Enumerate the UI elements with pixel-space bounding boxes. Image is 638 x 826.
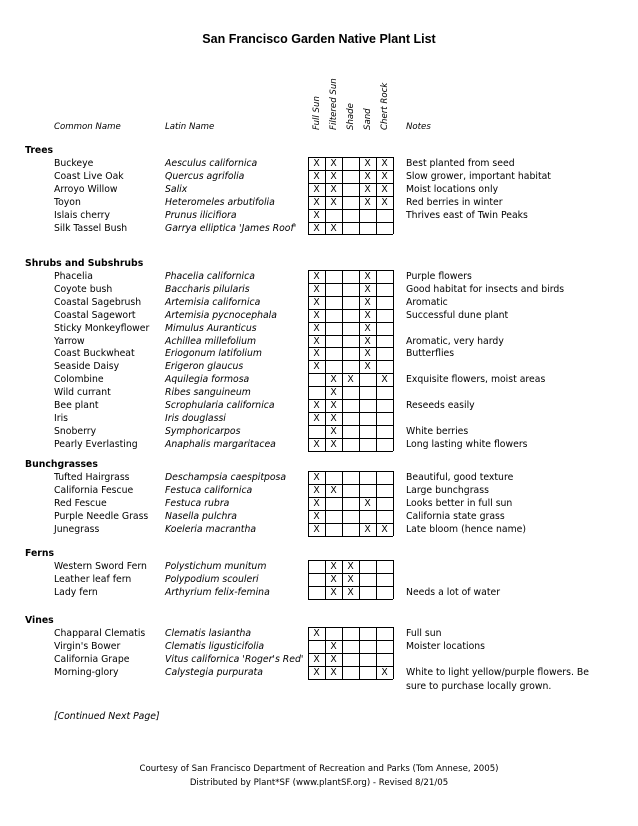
- latin-name: Achillea millefolium: [165, 335, 257, 347]
- plant-notes: White berries: [406, 425, 469, 437]
- condition-mark: X: [313, 183, 320, 195]
- common-name: Junegrass: [54, 523, 100, 535]
- plant-notes: Aromatic: [406, 296, 448, 308]
- grid-line: [359, 627, 360, 679]
- latin-name: Eriogonum latifolium: [165, 348, 262, 360]
- plant-notes: Reseeds easily: [406, 400, 475, 411]
- grid-line: [376, 560, 377, 599]
- common-name: Lady fern: [54, 586, 98, 598]
- common-name: Wild currant: [54, 387, 111, 399]
- condition-mark: X: [347, 586, 354, 598]
- common-name: Coast Live Oak: [54, 170, 124, 182]
- plant-notes: Best planted from seed: [406, 158, 515, 169]
- grid-line: [393, 157, 394, 234]
- condition-mark: X: [313, 361, 320, 373]
- common-name: California Grape: [54, 653, 130, 665]
- latin-name: Symphoricarpos: [165, 425, 241, 437]
- common-name: Arroyo Willow: [54, 183, 118, 195]
- latin-name: Ribes sanguineum: [165, 387, 251, 399]
- grid-line: [308, 679, 393, 680]
- section-heading: Shrubs and Subshrubs: [25, 258, 144, 269]
- condition-mark: X: [364, 271, 371, 282]
- common-name: California Fescue: [54, 484, 134, 496]
- condition-mark: X: [381, 183, 388, 195]
- latin-name: Festuca californica: [165, 484, 253, 496]
- common-name: Colombine: [54, 374, 104, 386]
- condition-mark: X: [364, 361, 371, 373]
- condition-mark: X: [313, 484, 320, 496]
- filtered-sun-header: Filtered Sun: [329, 78, 339, 130]
- condition-mark: X: [364, 497, 371, 509]
- plant-notes: Thrives east of Twin Peaks: [406, 209, 528, 221]
- plant-notes: Exquisite flowers, moist areas: [406, 374, 546, 386]
- plant-notes: Beautiful, good texture: [406, 472, 514, 483]
- grid-line: [393, 627, 394, 679]
- grid-line: [325, 471, 326, 536]
- condition-mark: X: [330, 573, 337, 585]
- notes-header: Notes: [406, 122, 431, 132]
- common-name: Red Fescue: [54, 497, 107, 509]
- common-name: Pearly Everlasting: [54, 438, 138, 450]
- plant-notes: Aromatic, very hardy: [406, 335, 504, 347]
- plant-notes: White to light yellow/purple flowers. Be: [406, 666, 589, 678]
- plant-notes: Good habitat for insects and birds: [406, 283, 565, 295]
- section-heading: Trees: [25, 145, 54, 156]
- common-name-header: Common Name: [54, 122, 121, 132]
- grid-line: [308, 599, 393, 600]
- condition-mark: X: [364, 283, 371, 295]
- condition-mark: X: [313, 510, 320, 522]
- condition-mark: X: [330, 438, 337, 450]
- plant-notes: Moister locations: [406, 640, 486, 652]
- latin-name: Polystichum munitum: [165, 561, 267, 572]
- shade-header: Shade: [346, 103, 356, 130]
- condition-mark: X: [313, 283, 320, 295]
- condition-mark: X: [347, 561, 354, 572]
- latin-name: Arthyrium felix-femina: [165, 586, 270, 598]
- grid-line: [308, 536, 393, 537]
- condition-mark: X: [381, 374, 388, 386]
- condition-mark: X: [330, 196, 337, 208]
- condition-mark: X: [330, 183, 337, 195]
- plant-notes: Late bloom (hence name): [406, 523, 526, 535]
- condition-mark: X: [330, 653, 337, 665]
- common-name: Coastal Sagewort: [54, 309, 136, 321]
- sand-header: Sand: [363, 108, 373, 130]
- common-name: Iris: [54, 412, 68, 424]
- condition-mark: X: [313, 438, 320, 450]
- condition-mark: X: [313, 170, 320, 182]
- condition-mark: X: [313, 196, 320, 208]
- condition-mark: X: [313, 472, 320, 483]
- latin-name: Nasella pulchra: [165, 510, 237, 522]
- latin-name: Scrophularia californica: [165, 400, 275, 411]
- condition-mark: X: [330, 374, 337, 386]
- condition-mark: X: [313, 348, 320, 360]
- condition-mark: X: [313, 158, 320, 169]
- plant-notes: Moist locations only: [406, 183, 499, 195]
- condition-mark: X: [347, 573, 354, 585]
- condition-mark: X: [313, 400, 320, 411]
- common-name: Leather leaf fern: [54, 573, 132, 585]
- common-name: Snoberry: [54, 425, 97, 437]
- plant-notes: Successful dune plant: [406, 309, 509, 321]
- plant-notes: Large bunchgrass: [406, 484, 489, 496]
- condition-mark: X: [330, 400, 337, 411]
- common-name: Purple Needle Grass: [54, 510, 149, 522]
- latin-name: Quercus agrifolia: [165, 170, 245, 182]
- grid-line: [342, 471, 343, 536]
- common-name: Coastal Sagebrush: [54, 296, 142, 308]
- latin-name: Vitus californica 'Roger's Red': [165, 653, 304, 665]
- condition-mark: X: [313, 222, 320, 234]
- latin-name: Deschampsia caespitposa: [165, 472, 287, 483]
- latin-name: Salix: [165, 183, 188, 195]
- plant-notes: Red berries in winter: [406, 196, 503, 208]
- plant-notes-continued: sure to purchase locally grown.: [406, 680, 552, 692]
- condition-mark: X: [313, 628, 320, 639]
- latin-name: Koeleria macrantha: [165, 523, 257, 535]
- latin-name: Clematis ligusticifolia: [165, 640, 265, 652]
- condition-mark: X: [313, 666, 320, 678]
- latin-name: Aquilegia formosa: [165, 374, 250, 386]
- condition-mark: X: [313, 653, 320, 665]
- condition-mark: X: [313, 271, 320, 282]
- condition-mark: X: [364, 158, 371, 169]
- grid-line: [342, 157, 343, 234]
- common-name: Virgin's Bower: [54, 640, 121, 652]
- footer-distribution: Distributed by Plant*SF (www.plantSF.org) - Revised 8/21/05: [189, 778, 449, 788]
- condition-mark: X: [330, 484, 337, 496]
- latin-name: Mimulus Auranticus: [165, 322, 257, 334]
- plant-notes: Slow grower, important habitat: [406, 170, 551, 182]
- condition-mark: X: [381, 170, 388, 182]
- condition-mark: X: [313, 209, 320, 221]
- latin-name: Baccharis pilularis: [165, 283, 250, 295]
- common-name: Bee plant: [54, 400, 99, 411]
- condition-mark: X: [364, 309, 371, 321]
- condition-mark: X: [364, 196, 371, 208]
- grid-line: [308, 560, 309, 599]
- latin-name: Prunus ilicifiora: [165, 209, 237, 221]
- condition-mark: X: [330, 640, 337, 652]
- latin-name: Artemisia californica: [165, 296, 261, 308]
- footer-credit: Courtesy of San Francisco Department of Recreation and Parks (Tom Annese, 2005): [139, 764, 499, 774]
- grid-line: [342, 627, 343, 679]
- latin-name: Anaphalis margaritacea: [165, 438, 276, 450]
- condition-mark: X: [313, 309, 320, 321]
- condition-mark: X: [330, 170, 337, 182]
- latin-name: Heteromeles arbutifolia: [165, 196, 275, 208]
- condition-mark: X: [330, 222, 337, 234]
- condition-mark: X: [364, 183, 371, 195]
- plant-notes: Long lasting white flowers: [406, 438, 528, 450]
- condition-mark: X: [313, 322, 320, 334]
- condition-mark: X: [364, 296, 371, 308]
- section-heading: Bunchgrasses: [25, 459, 98, 470]
- condition-mark: X: [330, 158, 337, 169]
- grid-line: [308, 451, 393, 452]
- condition-mark: X: [330, 425, 337, 437]
- grid-line: [308, 234, 393, 235]
- condition-mark: X: [364, 348, 371, 360]
- common-name: Toyon: [54, 196, 81, 208]
- plant-notes: Purple flowers: [406, 271, 472, 282]
- plant-notes: Looks better in full sun: [406, 497, 513, 509]
- latin-name: Iris douglassi: [165, 412, 226, 424]
- condition-mark: X: [313, 296, 320, 308]
- condition-mark: X: [381, 158, 388, 169]
- plant-notes: Needs a lot of water: [406, 586, 501, 598]
- page-title: San Francisco Garden Native Plant List: [202, 32, 436, 46]
- common-name: Tufted Hairgrass: [54, 472, 130, 483]
- condition-mark: X: [313, 412, 320, 424]
- grid-line: [393, 270, 394, 451]
- section-heading: Ferns: [25, 548, 55, 559]
- condition-mark: X: [313, 497, 320, 509]
- latin-name-header: Latin Name: [165, 122, 215, 132]
- condition-mark: X: [330, 561, 337, 572]
- common-name: Chapparal Clematis: [54, 628, 146, 639]
- latin-name: Polypodium scouleri: [165, 573, 259, 585]
- common-name: Silk Tassel Bush: [54, 222, 128, 234]
- condition-mark: X: [381, 666, 388, 678]
- grid-line: [359, 560, 360, 599]
- latin-name: Calystegia purpurata: [165, 666, 263, 678]
- latin-name: Clematis lasiantha: [165, 628, 252, 639]
- common-name: Islais cherry: [54, 209, 110, 221]
- latin-name: Aesculus californica: [165, 158, 258, 169]
- latin-name: Phacelia californica: [165, 271, 255, 282]
- condition-mark: X: [364, 335, 371, 347]
- common-name: Sticky Monkeyflower: [54, 322, 150, 334]
- common-name: Western Sword Fern: [54, 561, 147, 572]
- condition-mark: X: [330, 387, 337, 399]
- plant-notes: Full sun: [406, 628, 442, 639]
- common-name: Phacelia: [54, 271, 93, 282]
- common-name: Morning-glory: [54, 666, 119, 678]
- condition-mark: X: [313, 335, 320, 347]
- condition-mark: X: [330, 666, 337, 678]
- full-sun-header: Full Sun: [312, 96, 322, 130]
- grid-line: [393, 560, 394, 599]
- condition-mark: X: [330, 412, 337, 424]
- grid-line: [376, 270, 377, 451]
- common-name: Seaside Daisy: [54, 361, 120, 373]
- condition-mark: X: [313, 523, 320, 535]
- common-name: Coyote bush: [54, 283, 113, 295]
- grid-line: [393, 471, 394, 536]
- chert-rock-header: Chert Rock: [380, 82, 390, 130]
- plant-notes: California state grass: [406, 510, 505, 522]
- latin-name: Garrya elliptica 'James Roof': [165, 222, 297, 234]
- latin-name: Artemisia pycnocephala: [165, 309, 277, 321]
- grid-line: [308, 425, 393, 426]
- grid-line: [308, 386, 393, 387]
- common-name: Buckeye: [54, 158, 94, 169]
- section-heading: Vines: [25, 615, 54, 626]
- condition-mark: X: [381, 196, 388, 208]
- continued-note: [Continued Next Page]: [54, 711, 160, 722]
- latin-name: Festuca rubra: [165, 497, 230, 509]
- grid-line: [308, 640, 393, 641]
- plant-notes: Butterflies: [406, 348, 455, 360]
- common-name: Yarrow: [54, 335, 85, 347]
- condition-mark: X: [330, 586, 337, 598]
- condition-mark: X: [381, 523, 388, 535]
- condition-mark: X: [364, 170, 371, 182]
- latin-name: Erigeron glaucus: [165, 361, 244, 373]
- grid-line: [342, 270, 343, 451]
- common-name: Coast Buckwheat: [54, 348, 135, 360]
- condition-mark: X: [364, 322, 371, 334]
- condition-mark: X: [364, 523, 371, 535]
- condition-mark: X: [347, 374, 354, 386]
